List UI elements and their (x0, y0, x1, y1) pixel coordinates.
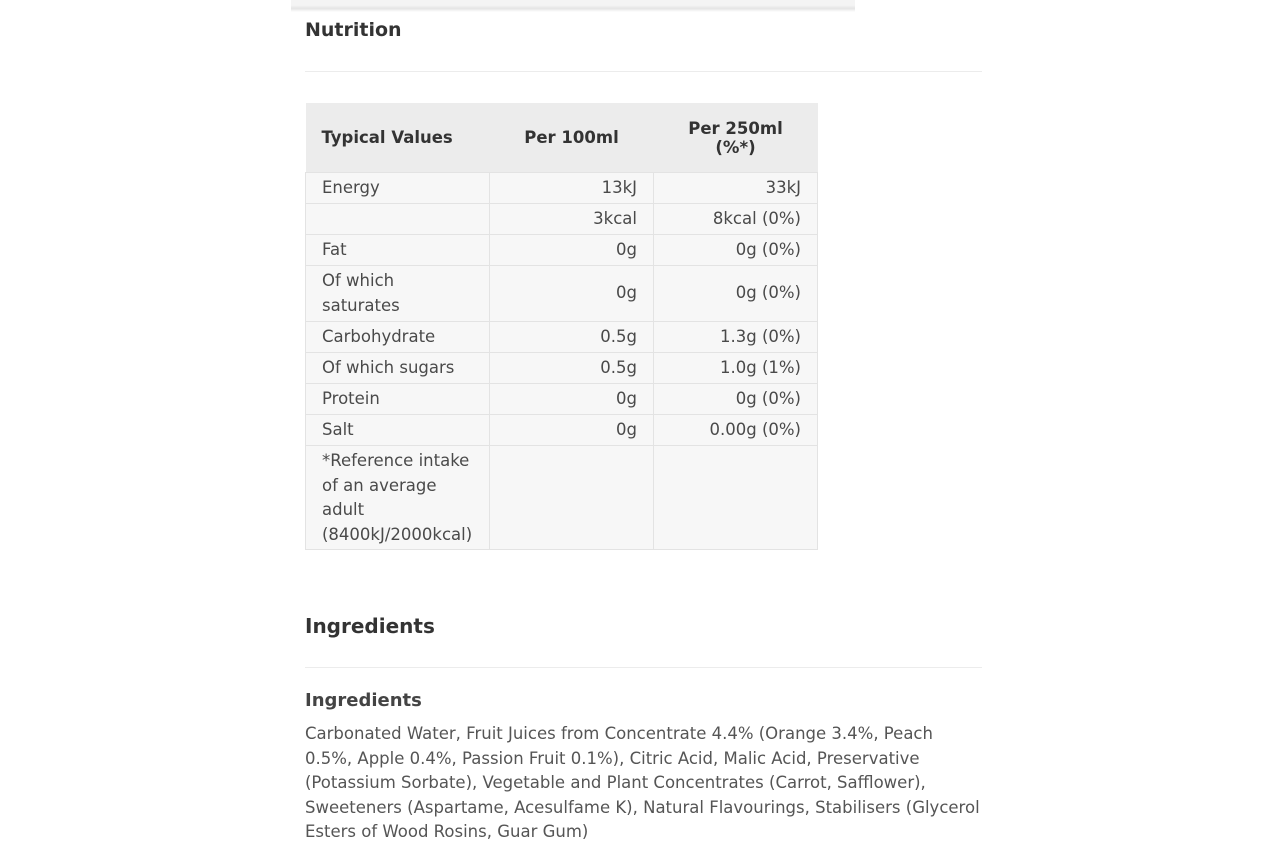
nutrient-name: Carbohydrate (306, 322, 490, 353)
value-per-100ml: 0g (490, 235, 654, 266)
value-per-100ml: 0g (490, 384, 654, 415)
table-row (306, 204, 818, 235)
value-per-250ml: 0.00g (0%) (654, 415, 818, 446)
nutrient-name: Salt (306, 415, 490, 446)
nutrition-heading: Nutrition (305, 19, 402, 41)
value-per-100ml: 3kcal (490, 204, 654, 235)
column-header-typical-values: Typical Values (306, 103, 490, 173)
nutrient-name: Of which sugars (306, 353, 490, 384)
value-per-250ml: 0g (0%) (654, 235, 818, 266)
table-row (306, 353, 818, 384)
nutrient-name (306, 204, 490, 235)
section-divider (305, 667, 982, 668)
value-per-100ml: 0.5g (490, 322, 654, 353)
table-row (306, 266, 818, 322)
nutrition-table (305, 103, 818, 550)
table-row-footnote (306, 446, 818, 550)
table-row (306, 173, 818, 204)
ingredients-subheading: Ingredients (305, 690, 422, 711)
value-per-100ml (490, 446, 654, 550)
table-header-row (306, 103, 818, 173)
column-header-per-100ml: Per 100ml (490, 103, 654, 173)
header-shadow (291, 0, 855, 12)
ingredients-heading: Ingredients (305, 614, 435, 638)
value-per-250ml (654, 446, 818, 550)
value-per-100ml: 0.5g (490, 353, 654, 384)
value-per-250ml: 1.3g (0%) (654, 322, 818, 353)
value-per-250ml: 0g (0%) (654, 266, 818, 322)
nutrient-name: Protein (306, 384, 490, 415)
value-per-100ml: 0g (490, 266, 654, 322)
value-per-250ml: 1.0g (1%) (654, 353, 818, 384)
nutrient-name: Fat (306, 235, 490, 266)
value-per-250ml: 33kJ (654, 173, 818, 204)
column-header-per-250ml: Per 250ml (%*) (654, 103, 818, 173)
reference-intake-note: *Reference intake of an average adult (8400kJ/2000kcal) (306, 446, 490, 550)
section-divider (305, 71, 982, 72)
table-row (306, 235, 818, 266)
table-row (306, 415, 818, 446)
value-per-100ml: 0g (490, 415, 654, 446)
table-row (306, 322, 818, 353)
nutrient-name: Energy (306, 173, 490, 204)
value-per-250ml: 8kcal (0%) (654, 204, 818, 235)
table-row (306, 384, 818, 415)
nutrient-name: Of which saturates (306, 266, 490, 322)
ingredients-list-text: Carbonated Water, Fruit Juices from Concentrate 4.4% (Orange 3.4%, Peach 0.5%, Apple 0.4%, Passion Fruit 0.1%), Citric Acid, Malic Acid, Preservative (Potassium Sorbate), Vegetable and Plant Concentrates (Carrot, Safflower), Sweeteners (Aspartame, Acesulfame K), Natural Flavourings, Stabilisers (Glycerol Esters of Wood Rosins, Guar Gum) (305, 724, 980, 842)
value-per-250ml: 0g (0%) (654, 384, 818, 415)
value-per-100ml: 13kJ (490, 173, 654, 204)
